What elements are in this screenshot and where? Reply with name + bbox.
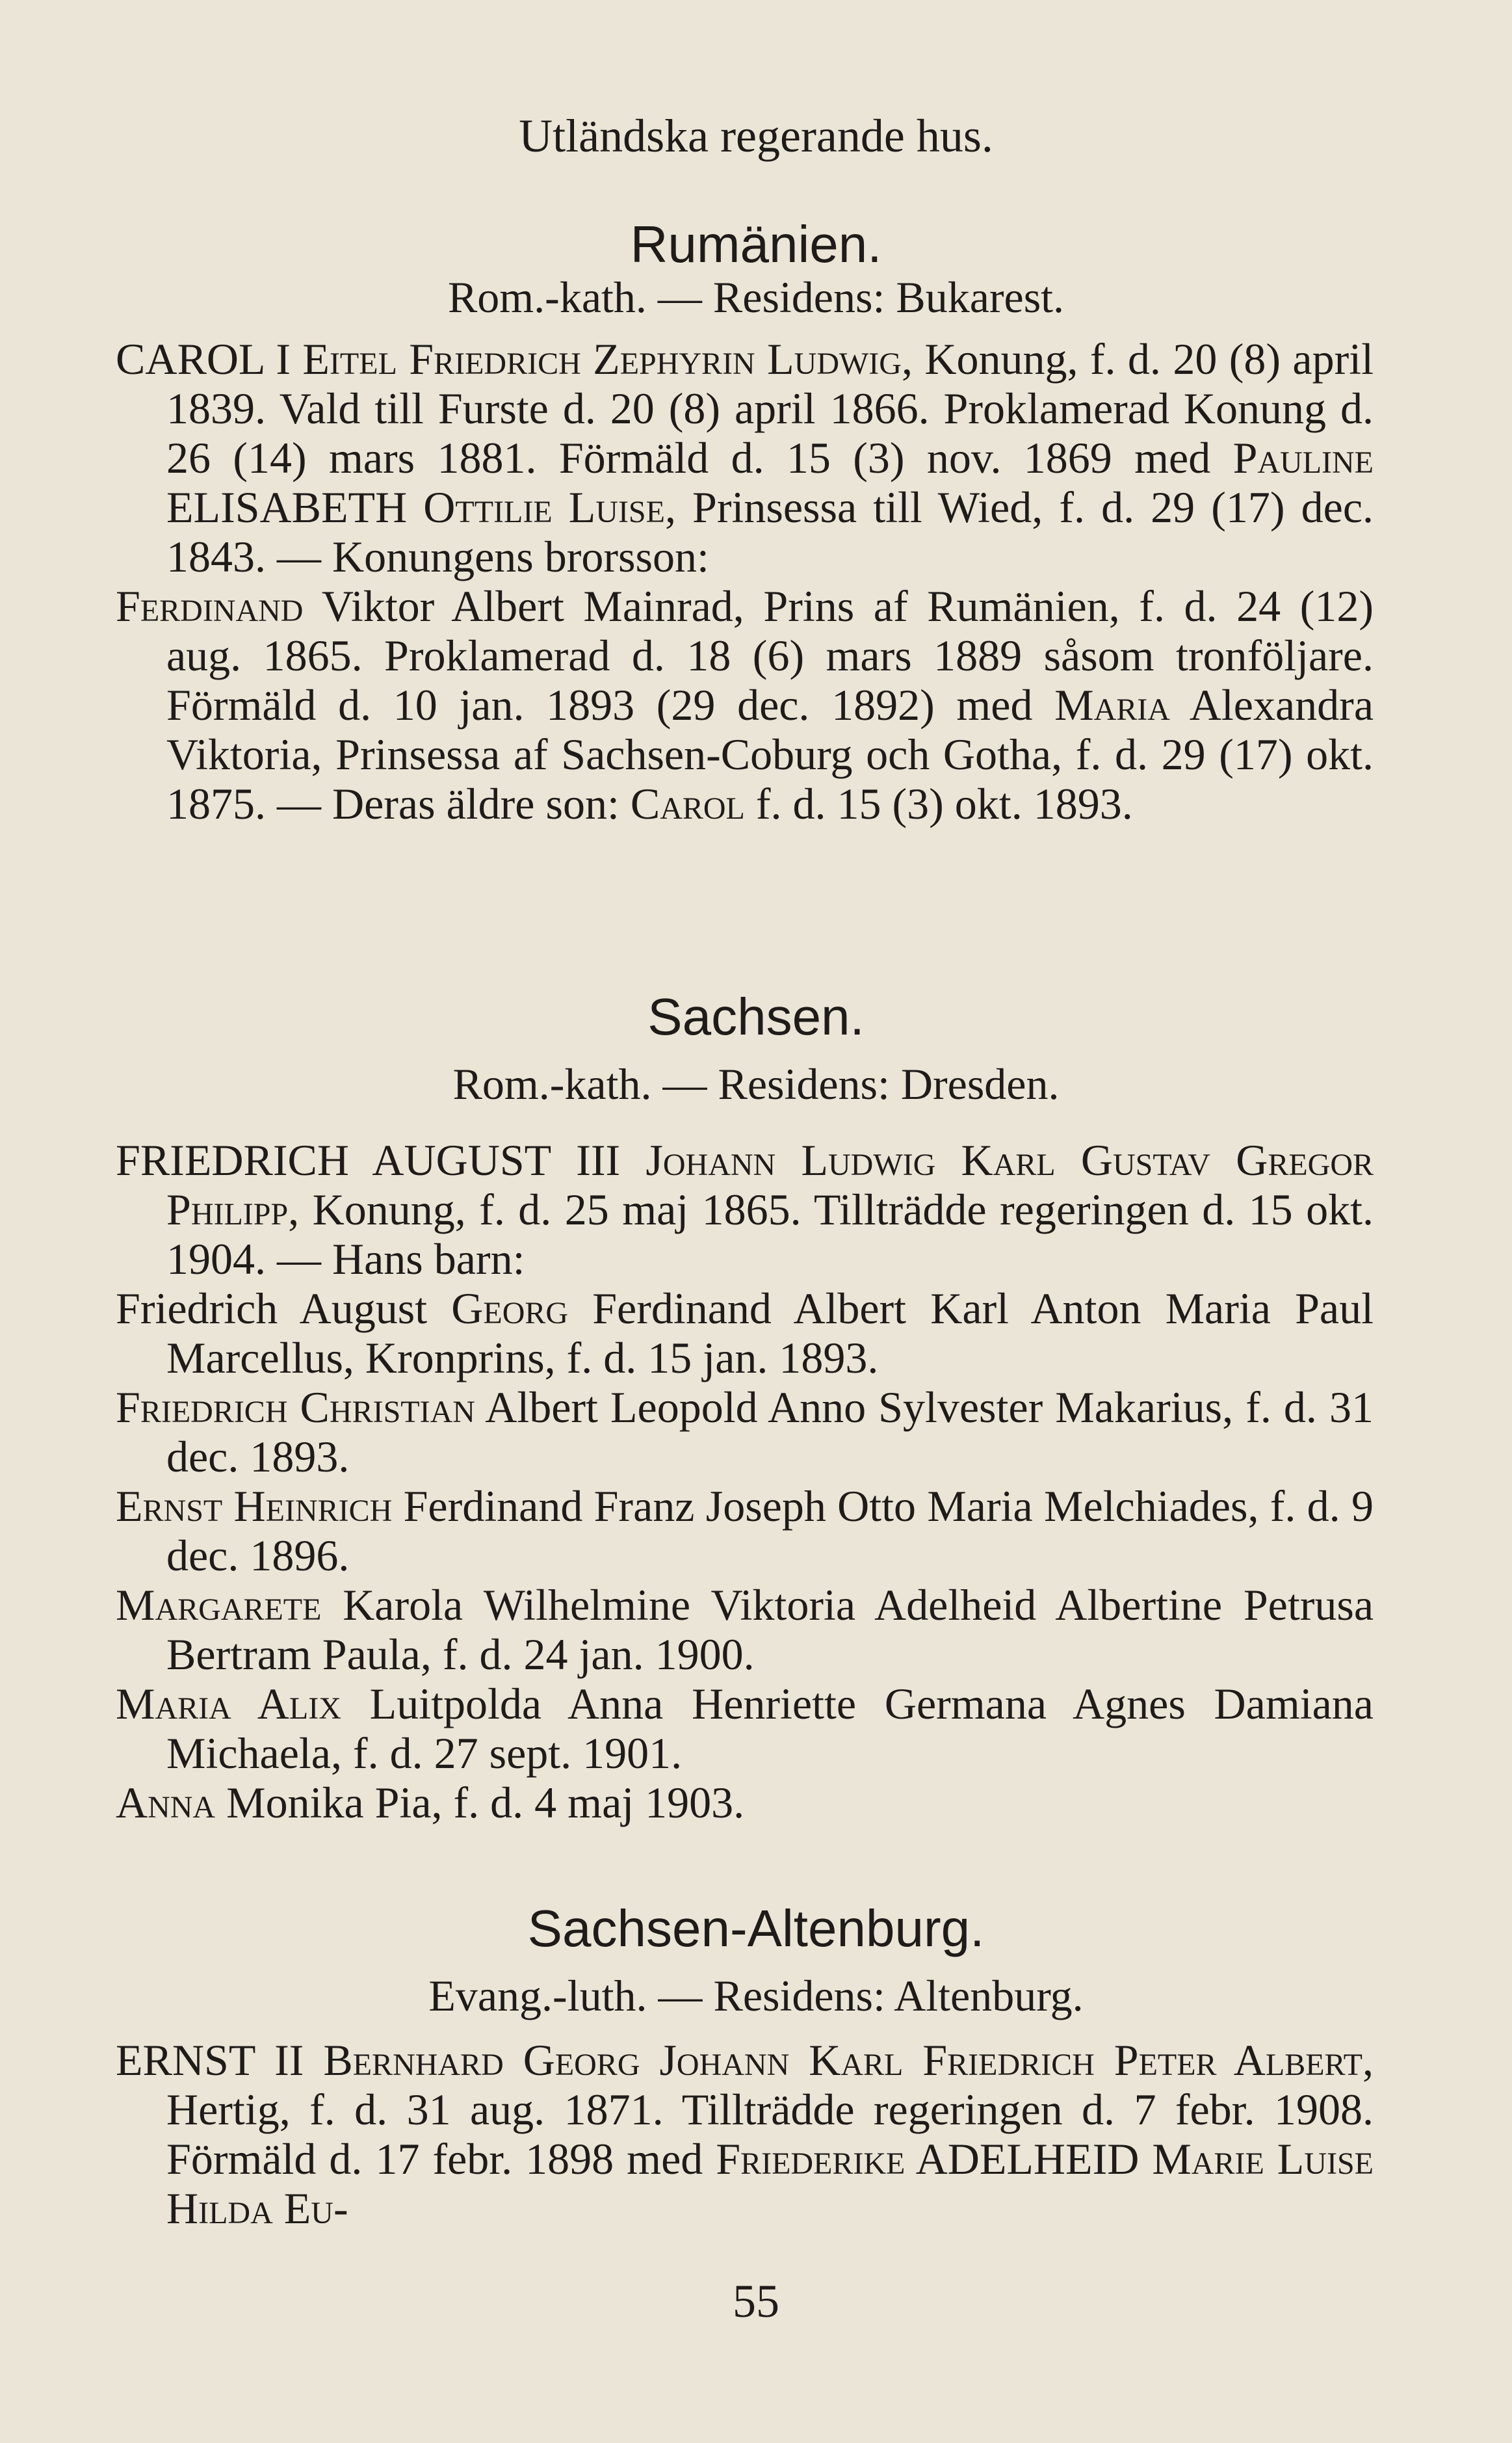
spouse-name: Pauline: [1232, 433, 1374, 482]
ruler-name: ERNST II: [116, 2035, 304, 2085]
page-number: 55: [733, 2275, 779, 2327]
ruler-name: FRIEDRICH AUGUST III: [116, 1135, 621, 1185]
section-subtitle-rumanien: Rom.-kath. — Residens: Bukarest.: [447, 272, 1065, 322]
paragraph-text: Ferdinand Franz Joseph Otto Maria Melchiades, f. d. 9 dec. 1896.: [166, 1481, 1374, 1580]
paragraph-text: Konung, f. d. 20 (8) april 1839. Vald till Furste d. 20 (8) april 1866. Proklamerad Konung d. 26 (14) mars 1881. Förmäld d. 15 (3) nov. 1869 med: [166, 334, 1374, 482]
paragraph-child: [116, 1481, 1374, 1580]
paragraph-text: Karola Wilhelmine Viktoria Adelheid Albertine Petrusa Bertram Paula, f. d. 24 jan. 1900.: [166, 1580, 1374, 1679]
paragraph-text: Albert Leopold Anno Sylvester Makarius, f. d. 31 dec. 1893.: [166, 1382, 1374, 1481]
call-name: Georg: [451, 1284, 569, 1333]
paragraph-child: [116, 1679, 1374, 1778]
spouse-call-name: ELISABETH: [166, 482, 408, 532]
section-subtitle-sachsen: Rom.-kath. — Residens: Dresden.: [452, 1059, 1060, 1109]
person-name: Ernst Heinrich: [116, 1481, 393, 1531]
person-name: Margarete: [116, 1580, 322, 1630]
ruler-name: CAROL I: [116, 334, 291, 384]
spouse-names: Ottilie Luise,: [423, 482, 676, 532]
spouse-names: Marie Luise Hilda Eu-: [166, 2134, 1374, 2233]
paragraph-child: [116, 1580, 1374, 1679]
entry-rumanien: [116, 334, 1374, 828]
paragraph-child: [116, 1778, 1374, 1827]
paragraph-text: Alexandra Viktoria, Prinsessa af Sachsen-Coburg och Gotha, f. d. 29 (17) okt. 1875. — Deras äldre son:: [166, 680, 1374, 828]
paragraph-text: Luitpolda Anna Henriette Germana Agnes Damiana Michaela, f. d. 27 sept. 1901.: [166, 1679, 1374, 1778]
person-name: Maria Alix: [116, 1679, 341, 1728]
paragraph-text: Ferdinand Albert Karl Anton Maria Paul Marcellus, Kronprins, f. d. 15 jan. 1893.: [166, 1284, 1374, 1382]
given-names: Johann Ludwig Karl Gustav Gregor Philipp,: [166, 1135, 1374, 1234]
page-header: Utländska regerande hus.: [519, 110, 993, 162]
section-title-rumanien: Rumänien.: [630, 215, 882, 273]
entry-sachsen: [116, 1135, 1374, 1827]
spouse-name: Maria: [1054, 680, 1170, 730]
spouse-call-name: ADELHEID: [915, 2134, 1140, 2184]
paragraph-text: Prinsessa till Wied, f. d. 29 (17) dec. 1843. — Konungens brorsson:: [166, 482, 1374, 581]
section-title-sachsen-altenburg: Sachsen-Altenburg.: [527, 1899, 985, 1957]
spouse-name: Friederike: [716, 2134, 906, 2184]
entry-sachsen-altenburg: [116, 2035, 1374, 2233]
given-names: Bernhard Georg Johann Karl Friedrich Peter Albert,: [323, 2035, 1374, 2085]
paragraph-carol: [116, 334, 1374, 581]
section-title-sachsen: Sachsen.: [647, 988, 865, 1046]
son-name: Carol: [630, 779, 745, 828]
paragraph-text: Monika Pia, f. d. 4 maj 1903.: [215, 1778, 745, 1827]
paragraph-text: f. d. 15 (3) okt. 1893.: [744, 779, 1133, 828]
person-name: Friedrich Christian: [116, 1382, 475, 1432]
paragraph-text: Konung, f. d. 25 maj 1865. Tillträdde regeringen d. 15 okt. 1904. — Hans barn:: [166, 1185, 1374, 1284]
paragraph-text: Viktor Albert Mainrad, Prins af Rumänien, f. d. 24 (12) aug. 1865. Proklamerad d. 18 (6) mars 1889 såsom tronföljare. Förmäld d. 10 jan. 1893 (29 dec. 1892) med: [166, 581, 1374, 730]
paragraph-child: [116, 1382, 1374, 1481]
paragraph-text: Hertig, f. d. 31 aug. 1871. Tillträdde regeringen d. 7 febr. 1908. Förmäld d. 17 febr. 1898 med: [166, 2085, 1374, 2184]
paragraph-friedrich-august: [116, 1135, 1374, 1284]
person-name: Friedrich August: [116, 1284, 428, 1333]
paragraph-ferdinand: [116, 581, 1374, 828]
section-subtitle-sachsen-altenburg: Evang.-luth. — Residens: Altenburg.: [428, 1971, 1084, 2020]
person-name: Ferdinand: [116, 581, 304, 631]
paragraph-child: [116, 1284, 1374, 1382]
given-names: Eitel Friedrich Zephyrin Ludwig,: [302, 334, 913, 384]
paragraph-ernst: [116, 2035, 1374, 2233]
person-name: Anna: [116, 1778, 216, 1827]
